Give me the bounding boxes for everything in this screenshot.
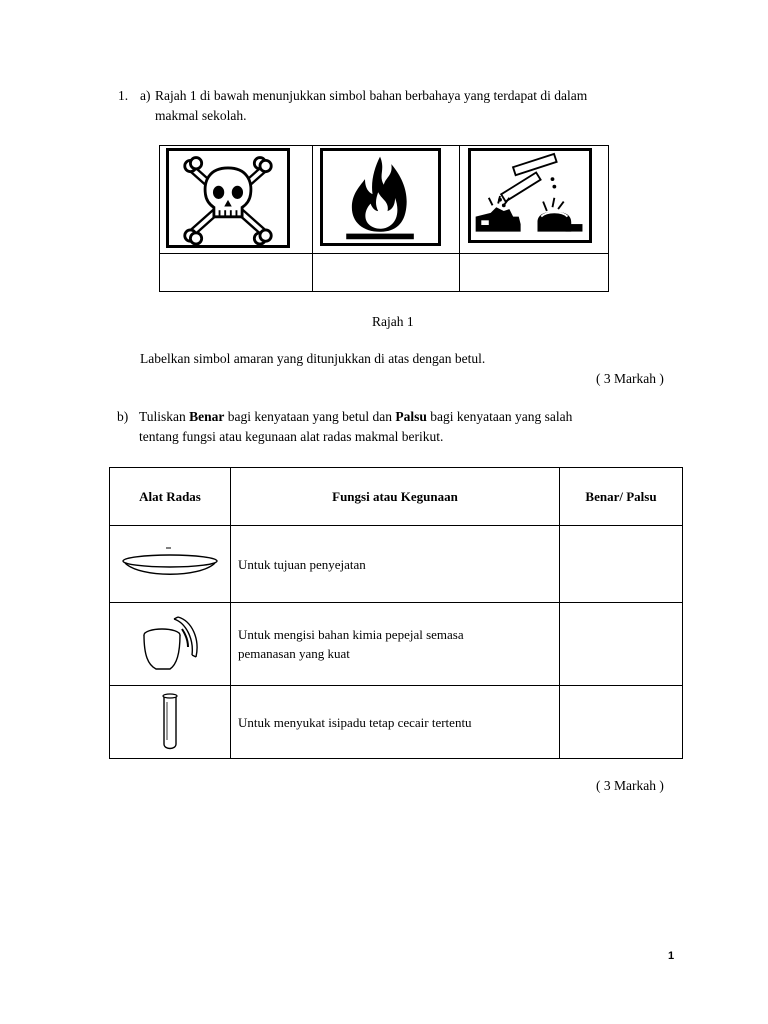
- function-cell: [231, 526, 560, 603]
- flame-icon: [320, 148, 441, 246]
- page-number: 1: [668, 950, 675, 962]
- part-b-text-line1: [139, 409, 572, 425]
- answer-cell[interactable]: [560, 526, 683, 603]
- part-a-label: a): [140, 88, 151, 103]
- function-text: Untuk mengisi bahan kimia pepejal semasa: [238, 627, 464, 642]
- figure-caption: Rajah 1: [372, 314, 414, 329]
- function-text: pemanasan yang kuat: [238, 646, 350, 661]
- table-row: [110, 603, 683, 686]
- apparatus-cell: [110, 603, 231, 686]
- header-apparatus: Alat Radas: [110, 468, 231, 526]
- watch-glass-icon: [120, 544, 220, 584]
- table-row: [110, 526, 683, 603]
- question-number: 1.: [118, 88, 129, 103]
- test-tube-icon: [155, 690, 185, 754]
- crucible-icon: [130, 609, 210, 679]
- header-true-false: Benar/ Palsu: [560, 468, 683, 526]
- apparatus-cell: [110, 686, 231, 759]
- table-header-row: [110, 468, 683, 526]
- function-text: Untuk menyukat isipadu tetap cecair tertentu: [238, 714, 472, 730]
- keyword-palsu: Palsu: [395, 409, 427, 424]
- part-a-text-line1: Rajah 1 di bawah menunjukkan simbol bahan berbahaya yang terdapat di dalam: [155, 88, 588, 103]
- part-b-text-post: bagi kenyataan yang salah: [426, 409, 573, 424]
- labelling-instruction: Labelkan simbol amaran yang ditunjukkan di atas dengan betul.: [140, 351, 486, 366]
- apparatus-cell: [110, 526, 231, 603]
- marks-part-a: ( 3 Markah ): [596, 371, 664, 386]
- corrosive-icon: [468, 148, 592, 243]
- function-text: Untuk tujuan penyejatan: [238, 556, 366, 572]
- function-cell: [231, 603, 560, 686]
- part-b-label: b): [117, 409, 129, 424]
- marks-part-b: ( 3 Markah ): [596, 778, 664, 793]
- skull-crossbones-icon: [166, 148, 290, 248]
- part-b-text-pre: Tuliskan: [139, 409, 190, 424]
- answer-cell[interactable]: [560, 686, 683, 759]
- apparatus-table: [109, 467, 683, 759]
- part-b-text-mid: bagi kenyataan yang betul dan: [224, 409, 396, 424]
- part-b-text-line2: tentang fungsi atau kegunaan alat radas makmal berikut.: [139, 429, 444, 444]
- hazard-symbol-table: [159, 145, 609, 292]
- answer-cell[interactable]: [560, 603, 683, 686]
- part-a-text-line2: makmal sekolah.: [155, 108, 247, 123]
- header-function: Fungsi atau Kegunaan: [231, 468, 560, 526]
- keyword-benar: Benar: [189, 409, 225, 424]
- function-cell: [231, 686, 560, 759]
- table-row: [110, 686, 683, 759]
